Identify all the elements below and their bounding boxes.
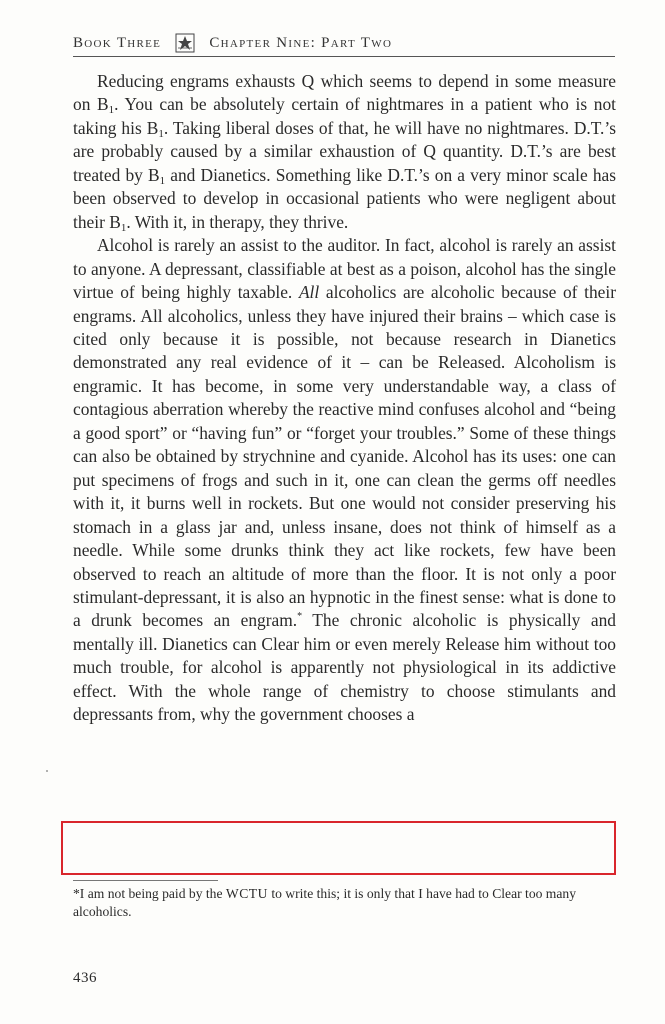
running-head-chapter: Chapter Nine: Part Two [209, 34, 393, 51]
paragraph-2-text-b: alcoholics are alcoholic because of their engrams. All alcoholics, unless they have injured their brains – which case is cited only because it is possible, not because research in Dianetics demonstrated any real evidence of it – can be Released. Alcoholism is engramic. It has become, in some very understandable way, a class of contagious aberration whereby the reactive mind confuses alcohol and “being a good sport” or “having fun” or “forget your troubles.” Some of these things can also be obtained by strychnine and cyanide. Alcohol has its uses: one can put specimens of frogs and such in it, one can clean the germs off needles with it, it burns well in rockets. But one would not consider preserving his stomach in a glass jar and, unless insane, does not think of himself as a needle. While some drunks think they act like rockets, few have been observed to reach an altitude of more than the floor. It is not only a poor stimulant-depressant, it is also an hypnotic in the finest sense: what is done to a drunk becomes an engram. [73, 282, 616, 631]
paragraph-1 [73, 70, 616, 234]
paragraph-2-text-a: Alcohol is rarely an assist to the auditor. In fact, alcohol is rarely an assist to anyone. A depressant, classifiable at best as a poison, alcohol has the single virtue of being highly taxable. [73, 235, 616, 303]
engraved-ornament-icon [175, 33, 195, 53]
running-head [73, 33, 613, 57]
footnote-organization: WCTU [225, 886, 268, 901]
subscript-1: 1 [158, 127, 164, 140]
footnote-reference[interactable]: * [297, 611, 303, 623]
subscript-1: 1 [120, 221, 127, 234]
footnote-text-a: *I am not being paid by the [73, 886, 226, 901]
paragraph-1-text-e: . With it, in therapy, they thrive. [126, 211, 349, 232]
footnote-text-b: to write this; it is only that I have had to Clear too many alcoholics. [73, 886, 577, 919]
subscript-1: 1 [108, 104, 115, 117]
subscript-1: 1 [159, 174, 166, 187]
paragraph-1-text-b: . You can be absolutely certain of nightmares in a patient who is not taking his B [73, 94, 616, 138]
paragraph-2-text-c: The chronic alcoholic is physically and mentally ill. Dianetics can Clear him or even merely Release him without too much trouble, for alcohol is apparently not physiological in its addictive effect. With the whole range of chemistry to choose stimulants and depressants from, why the government chooses a [73, 610, 616, 725]
running-head-book: Book Three [73, 34, 162, 51]
scan-speck [46, 770, 48, 772]
header-rule [73, 56, 615, 57]
paragraph-2-emphasis: All [298, 282, 320, 303]
paragraph-1-text-c: . Taking liberal doses of that, he will have no nightmares. D.T.’s are probably caused by a similar exhaustion of Q quantity. D.T.’s are best treated by B [73, 117, 617, 185]
footnote-rule [73, 880, 218, 881]
page-number: 436 [73, 970, 97, 986]
paragraph-1-text-a: Reducing engrams exhausts Q which seems to depend in some measure on B [73, 71, 616, 115]
paragraph-1-text-d: and Dianetics. Something like D.T.’s on a very minor scale has been observed to develop in occasional patients who were negligent about their B [73, 164, 616, 232]
footnote [73, 885, 616, 921]
highlight-box [61, 821, 616, 875]
paragraph-2 [73, 234, 616, 727]
body-text [73, 70, 616, 727]
